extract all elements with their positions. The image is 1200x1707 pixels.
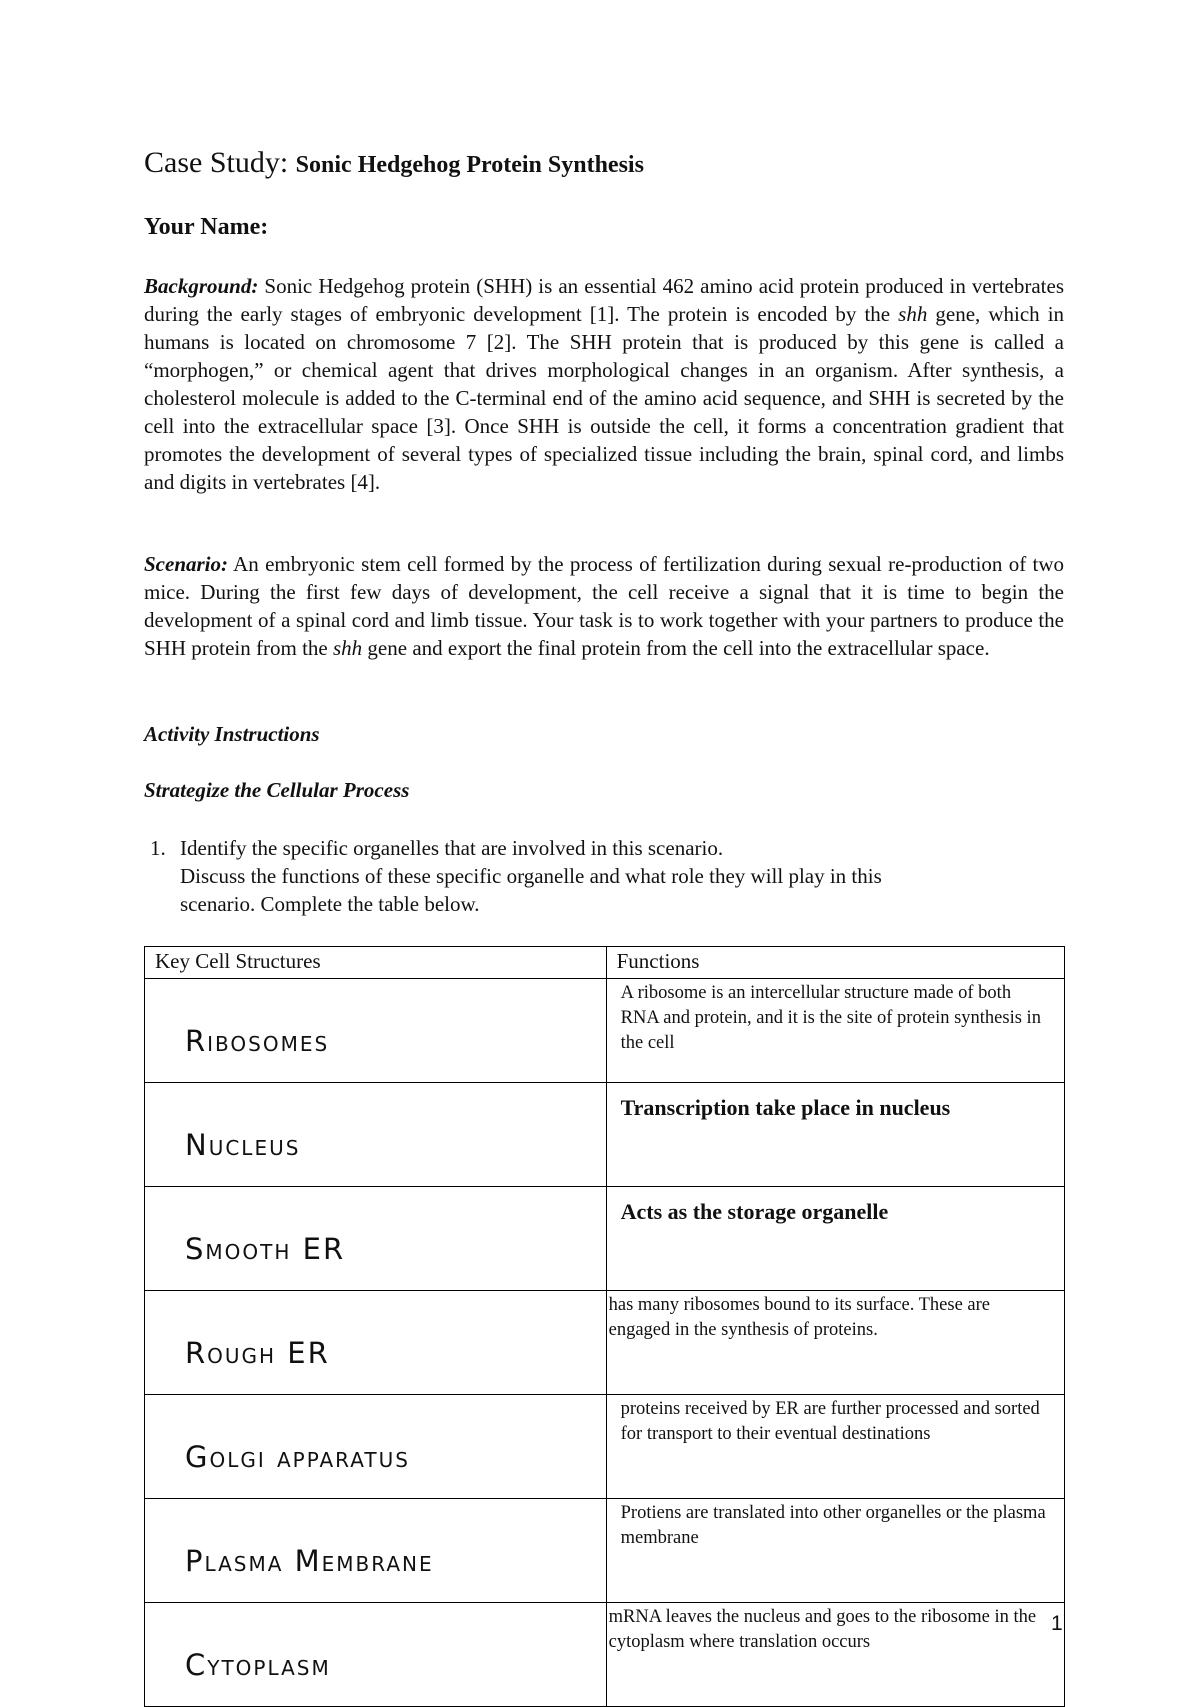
function-cell: Acts as the storage organelle xyxy=(606,1187,1064,1291)
function-cell: A ribosome is an intercellular structure made of both RNA and protein, and it is the site of protein synthesis in the cell xyxy=(606,979,1064,1083)
list-number: 1. xyxy=(150,836,166,860)
structure-cell: Rough ER xyxy=(145,1291,607,1395)
structure-cell: Ribosomes xyxy=(145,979,607,1083)
table-row xyxy=(145,1187,1065,1291)
background-text-1: Sonic Hedgehog protein (SHH) is an essential 462 amino acid protein produced in vertebrates during the early stages of embryonic development [1]. The protein is encoded by the xyxy=(144,274,1064,326)
background-text-2: gene, which in humans is located on chromosome 7 [2]. The SHH protein that is produced by this gene is called a “morphogen,” or chemical agent that drives morphological changes in an organism. After synthesis, a cholesterol molecule is added to the C-terminal end of the amino acid sequence, and SHH is secreted by the cell into the extracellular space [3]. Once SHH is outside the cell, it forms a concentration gradient that promotes the development of several types of specialized tissue including the brain, spinal cord, and limbs and digits in vertebrates [4]. xyxy=(144,302,1065,494)
table-row xyxy=(145,1291,1065,1395)
function-cell: mRNA leaves the nucleus and goes to the ribosome in the cytoplasm where translation occurs xyxy=(606,1603,1064,1707)
list-item xyxy=(180,834,1064,918)
structure-cell: Cytoplasm xyxy=(145,1603,607,1707)
title-main: Case Study: xyxy=(144,146,289,179)
list-line: Discuss the functions of these specific organelle and what role they will play in this xyxy=(180,864,882,888)
function-cell: has many ribosomes bound to its surface. These are engaged in the synthesis of proteins. xyxy=(606,1291,1064,1395)
cell-structures-table xyxy=(144,946,1065,1707)
scenario-label: Scenario: xyxy=(144,552,228,576)
list-line: scenario. Complete the table below. xyxy=(180,892,480,916)
activity-heading: Activity Instructions xyxy=(144,722,320,746)
structure-cell: Plasma Membrane xyxy=(145,1499,607,1603)
scenario-gene: shh xyxy=(332,636,363,660)
title-sub: Sonic Hedgehog Protein Synthesis xyxy=(295,152,644,178)
scenario-text-1: An embryonic stem cell formed by the process of fertilization during sexual re-production of two mice. During the first few days of development, the cell receive a signal that it is time to begin the development of a spinal cord and limb tissue. Your task is to work together with your partners to produce the SHH protein from the xyxy=(144,552,1064,660)
instruction-list xyxy=(144,834,1064,918)
structure-cell: Golgi apparatus xyxy=(145,1395,607,1499)
table-row xyxy=(145,979,1065,1083)
scenario-text-2: gene and export the final protein from the cell into the extracellular space. xyxy=(367,636,990,660)
table-row xyxy=(145,1603,1065,1707)
page-title xyxy=(144,146,644,180)
your-name-label: Your Name: xyxy=(144,214,269,240)
background-gene: shh xyxy=(898,302,928,326)
function-cell: Protiens are translated into other organelles or the plasma membrane xyxy=(606,1499,1064,1603)
table-row xyxy=(145,1083,1065,1187)
scenario-paragraph xyxy=(144,550,1064,662)
background-label: Background: xyxy=(144,274,259,298)
structure-cell: Smooth ER xyxy=(145,1187,607,1291)
table-header-row xyxy=(145,947,1065,979)
structure-cell: Nucleus xyxy=(145,1083,607,1187)
header-structures: Key Cell Structures xyxy=(145,947,607,979)
table-row xyxy=(145,1499,1065,1603)
page-number: 1 xyxy=(1051,1612,1063,1635)
strategize-heading: Strategize the Cellular Process xyxy=(144,778,410,802)
list-line: Identify the specific organelles that are involved in this scenario. xyxy=(180,836,724,860)
table-row xyxy=(145,1395,1065,1499)
header-functions: Functions xyxy=(606,947,1064,979)
function-cell: proteins received by ER are further processed and sorted for transport to their eventual destinations xyxy=(606,1395,1064,1499)
background-paragraph xyxy=(144,272,1064,496)
function-cell: Transcription take place in nucleus xyxy=(606,1083,1064,1187)
